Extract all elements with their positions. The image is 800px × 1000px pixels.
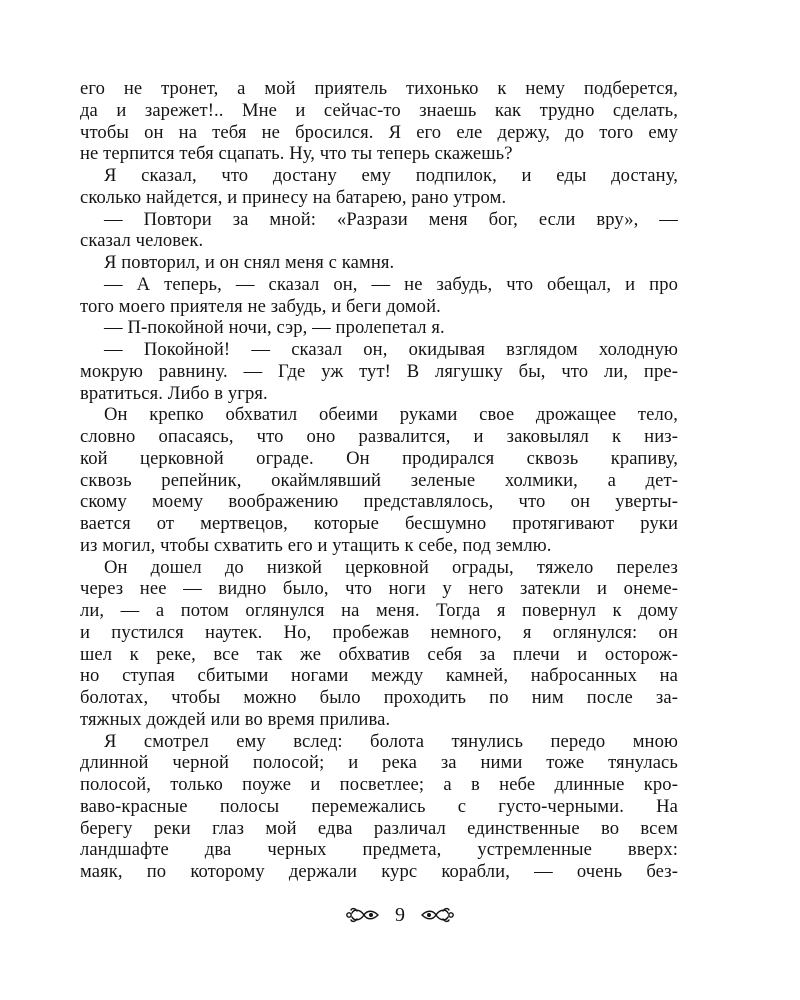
body-text: [80, 78, 678, 883]
text-line: берегу реки глаз мой едва различал единственные во всем: [80, 817, 678, 839]
text-line: вается от мертвецов, которые бесшумно протягивают руки: [80, 513, 678, 534]
text-line: скому моему воображению представлялось, что он уверты-: [80, 491, 678, 513]
text-line: шел к реке, все так же обхватив себя за плечи и осторож-: [80, 643, 678, 665]
fleuron-left-icon: [345, 906, 379, 924]
text-line: — Повтори за мной: «Разрази меня бог, если вру», —: [104, 208, 678, 230]
text-line: длинной черной полосой; и река за ними тоже тянулась: [80, 752, 678, 774]
text-line: — П-покойной ночи, сэр, — пролепетал я.: [104, 317, 445, 339]
text-line: тяжных дождей или во время прилива.: [80, 708, 391, 730]
text-line: Я сказал, что достану ему подпилок, и еды достану,: [104, 165, 678, 186]
text-line: его не тронет, а мой приятель тихонько к нему подберется,: [80, 78, 678, 99]
text-line: Я смотрел ему вслед: болота тянулись передо мною: [104, 730, 678, 752]
text-line: сквозь репейник, окаймлявший зеленые холмики, а дет-: [80, 469, 678, 491]
text-line: ваво-красные полосы перемежались с густо-черными. На: [80, 795, 678, 817]
text-line: словно опасаясь, что оно развалится, и заковылял к низ-: [80, 426, 678, 447]
page-footer: [0, 898, 800, 932]
text-line: Он крепко обхватил обеими руками свое дрожащее тело,: [104, 404, 678, 426]
fleuron-right-icon: [421, 906, 455, 924]
text-line: через нее — видно было, что ноги у него затекли и онеме-: [80, 578, 678, 600]
text-line: полосой, только поуже и посветлее; а в небе длинные кро-: [80, 774, 678, 795]
text-line: Я повторил, и он снял меня с камня.: [104, 252, 395, 273]
text-line: не терпится тебя сцапать. Ну, что ты теперь скажешь?: [80, 143, 513, 165]
text-line: маяк, по которому держали курс корабли, — очень без-: [80, 861, 678, 882]
text-line: из могил, чтобы схватить его и утащить к себе, под землю.: [80, 534, 552, 556]
text-line: — А теперь, — сказал он, — не забудь, что обещал, и про: [104, 273, 678, 295]
text-line: Он дошел до низкой церковной ограды, тяжело перелез: [104, 556, 678, 578]
text-line: чтобы он на тебя не бросился. Я его еле держу, до того ему: [80, 121, 678, 143]
text-line: — Покойной! — сказал он, окидывая взглядом холодную: [104, 339, 678, 360]
text-line: кой церковной ограде. Он продирался сквозь крапиву,: [80, 447, 678, 469]
text-line: мокрую равнину. — Где уж тут! В лягушку бы, что ли, пре-: [80, 360, 678, 382]
text-line: ли, — а потом оглянулся на меня. Тогда я повернул к дому: [80, 600, 678, 621]
text-line: сказал человек.: [80, 230, 204, 252]
text-line: болотах, чтобы можно было проходить по ним после за-: [80, 687, 678, 708]
text-line: но ступая сбитыми ногами между камней, набросанных на: [80, 665, 678, 687]
text-line: того моего приятеля не забудь, и беги домой.: [80, 295, 441, 317]
text-line: сколько найдется, и принесу на батарею, рано утром.: [80, 186, 507, 208]
text-line: да и зарежет!.. Мне и сейчас-то знаешь как трудно сделать,: [80, 99, 678, 121]
page-number: 9: [395, 904, 405, 926]
text-line: вратиться. Либо в угря.: [80, 382, 268, 404]
text-line: и пустился наутек. Но, пробежав немного, я оглянулся: он: [80, 621, 678, 643]
text-line: ландшафте два черных предмета, устремленные вверх:: [80, 839, 678, 861]
